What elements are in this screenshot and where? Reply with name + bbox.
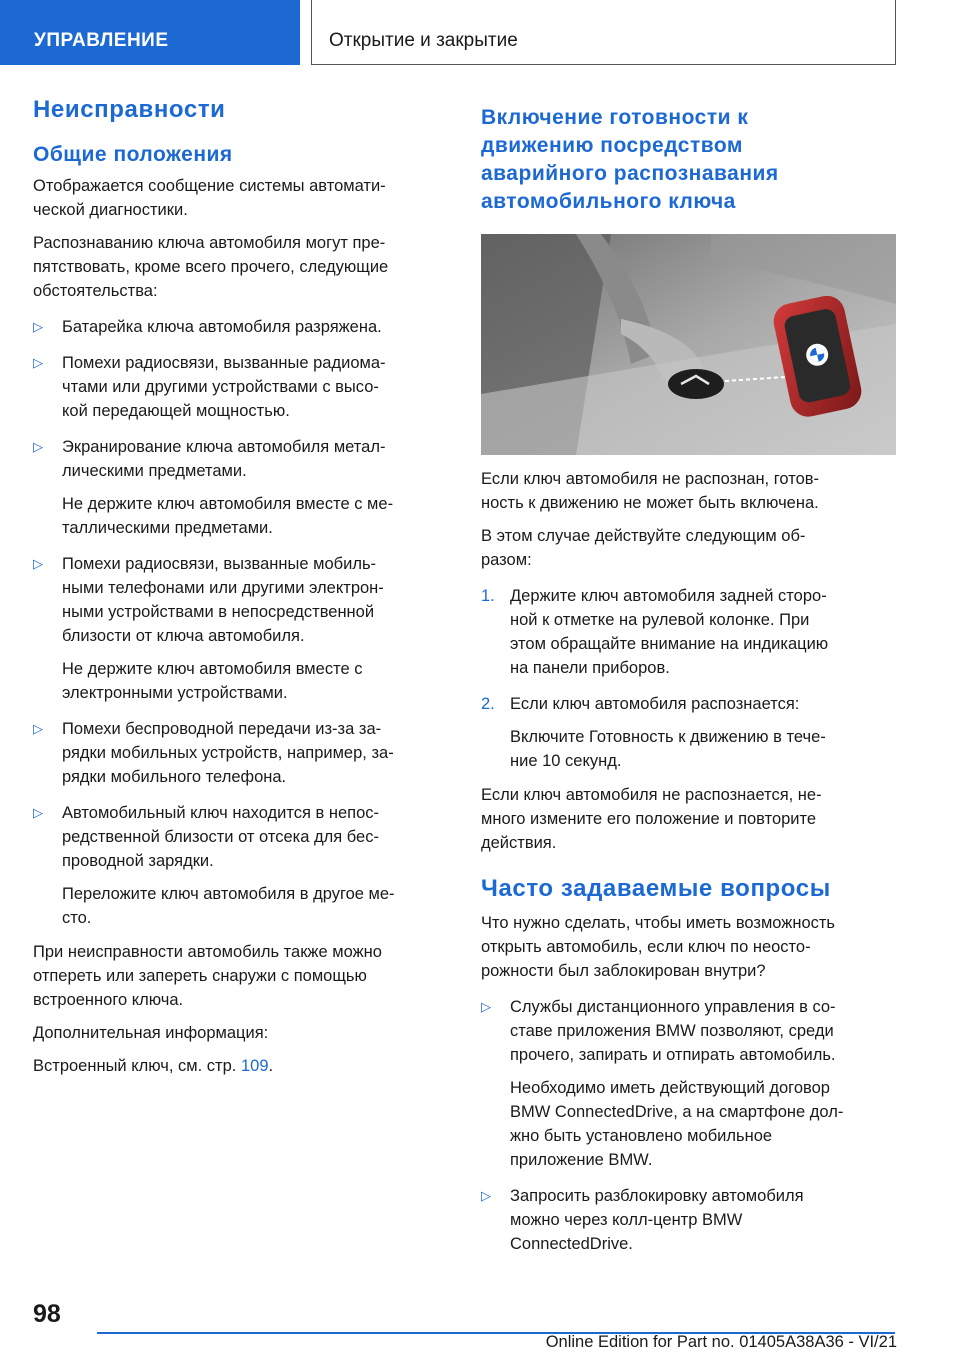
section-tab: УПРАВЛЕНИЕ [0,0,300,65]
bullet-triangle-icon: ▷ [33,805,43,820]
right-column [481,96,896,1256]
steps-list [481,584,896,773]
faq-answers-list [481,995,896,1256]
paragraph: При неисправности автомобиль также можно отпереть или запереть снаружи с помощью встроенного ключа. [33,943,382,1009]
list-item: ▷ Помехи беспроводной передачи из-за за- рядки мобильных устройств, например, за- рядки мобильного телефона. [33,717,448,789]
footer-edition: Online Edition for Part no. 01405A38A36 - VI/21 [545,1333,897,1351]
bullet-triangle-icon: ▷ [33,721,43,736]
page-number: 98 [33,1300,61,1328]
step-item: 1. Держите ключ автомобиля задней сторо- ной к отметке на рулевой колонке. При этом обращайте внимание на индикацию на панели приборов. [481,584,896,680]
key-at-steering-column-photo [481,234,896,455]
list-item: ▷ Экранирование ключа автомобиля метал- лическими предметами. [33,435,448,483]
paragraph-cross-reference: Встроенный ключ, см. стр. 109. [33,1057,274,1075]
section-heading-malfunctions: Неисправности [33,96,226,123]
list-item: ▷ Автомобильный ключ находится в непос- редственной близости от отсека для бес- проводной зарядки. [33,801,448,873]
list-item: ▷ Службы дистанционного управления в со- ставе приложения BMW позволяют, среди прочего, запирать и отпирать автомобиль. [481,995,896,1067]
bullet-triangle-icon: ▷ [33,355,43,370]
list-item-note: Не держите ключ автомобиля вместе с ме- таллическими предметами. [62,495,394,537]
left-column [33,96,448,1078]
paragraph: Если ключ автомобиля не распознан, готов- ность к движению не может быть включена. [481,470,820,512]
list-item: ▷ Запросить разблокировку автомобиля можно через колл-центр BMW ConnectedDrive. [481,1184,896,1256]
list-item: ▷ Помехи радиосвязи, вызванные радиома- чтами или другими устройствами с высо- кой передающей мощностью. [33,351,448,423]
bullet-triangle-icon: ▷ [481,1188,491,1203]
bullet-triangle-icon: ▷ [33,319,43,334]
section-heading-faq: Часто задаваемые вопросы [481,875,831,902]
section-heading-emergency-detection: Включение готовности к движению посредством аварийного распознавания автомобильного ключа [481,106,779,213]
bullet-triangle-icon: ▷ [33,556,43,571]
step-note: Включите Готовность к движению в тече- ние 10 секунд. [510,728,826,770]
step-number: 1. [481,587,495,605]
list-item-note: Необходимо иметь действующий договор BMW ConnectedDrive, а на смартфоне дол- жно быть установлено мобильное приложение BMW. [510,1079,844,1169]
step-item: 2. Если ключ автомобиля распознается: [481,692,896,716]
paragraph: Если ключ автомобиля не распознается, не- много измените его положение и повторите действия. [481,786,822,852]
step-number: 2. [481,695,495,713]
paragraph: Распознаванию ключа автомобиля могут пре- пятствовать, кроме всего прочего, следующие обстоятельства: [33,234,389,300]
list-item-note: Не держите ключ автомобиля вместе с электронными устройствами. [62,660,363,702]
bullet-triangle-icon: ▷ [33,439,43,454]
bullet-triangle-icon: ▷ [481,999,491,1014]
list-item-note: Переложите ключ автомобиля в другое ме- сто. [62,885,395,927]
list-item: ▷ Помехи радиосвязи, вызванные мобиль- ными телефонами или другими электрон- ными устройствами в непосредственной близости от ключа автомобиля. [33,552,448,648]
subsection-heading-general: Общие положения [33,143,233,166]
paragraph: Дополнительная информация: [33,1024,269,1042]
malfunction-causes-list [33,315,448,930]
paragraph: В этом случае действуйте следующим об- разом: [481,527,806,569]
faq-question: Что нужно сделать, чтобы иметь возможность открыть автомобиль, если ключ по неосто- рожности был заблокирован внутри? [481,914,836,980]
chapter-title: Открытие и закрытие [311,0,896,65]
page-link[interactable]: 109 [240,1057,269,1075]
paragraph: Отображается сообщение системы автомати- ческой диагностики. [33,177,386,219]
photo-illustration [481,234,896,455]
list-item: ▷ Батарейка ключа автомобиля разряжена. [33,315,448,339]
